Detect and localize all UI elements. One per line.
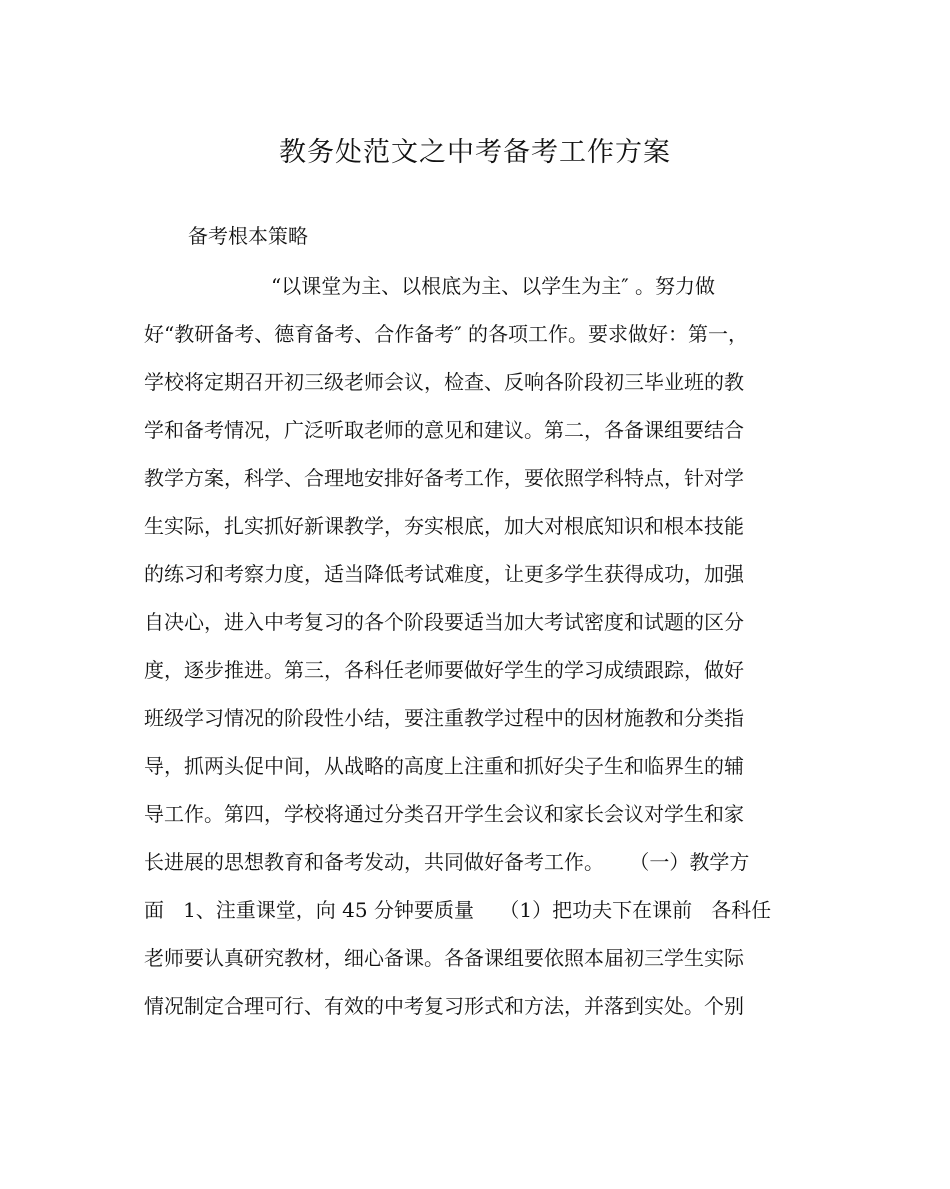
body-line: 面 1、注重课堂，向 45 分钟要质量 （1）把功夫下在课前 各科任 (144, 898, 772, 922)
body-line: 学校将定期召开初三级老师会议，检查、反响各阶段初三毕业班的教 (144, 370, 744, 394)
body-line: 学和备考情况，广泛听取老师的意见和建议。第二，各备课组要结合 (144, 418, 744, 442)
body-line: 情况制定合理可行、有效的中考复习形式和方法，并落到实处。个别 (144, 994, 744, 1018)
body-line: 教学方案，科学、合理地安排好备考工作，要依照学科特点，针对学 (144, 466, 744, 490)
body-line: 导，抓两头促中间，从战略的高度上注重和抓好尖子生和临界生的辅 (144, 754, 744, 778)
body-line: 自决心，进入中考复习的各个阶段要适当加大考试密度和试题的区分 (144, 610, 744, 634)
body-line: “以课堂为主、以根底为主、以学生为主″ 。努力做 (271, 274, 716, 298)
body-line: 长进展的思想教育和备考发动，共同做好备考工作。 （一）教学方 (144, 850, 750, 874)
body-line: 老师要认真研究教材，细心备课。各备课组要依照本届初三学生实际 (144, 946, 744, 970)
body-line: 班级学习情况的阶段性小结，要注重教学过程中的因材施教和分类指 (144, 706, 744, 730)
body-line: 好“教研备考、德育备考、合作备考″ 的各项工作。要求做好：第一， (144, 322, 749, 346)
body-line: 的练习和考察力度，适当降低考试难度，让更多学生获得成功，加强 (144, 562, 744, 586)
document-title: 教务处范文之中考备考工作方案 (279, 137, 671, 168)
body-line: 度，逐步推进。第三，各科任老师要做好学生的学习成绩跟踪，做好 (144, 658, 744, 682)
body-line: 导工作。第四，学校将通过分类召开学生会议和家长会议对学生和家 (144, 802, 744, 826)
body-line: 生实际，扎实抓好新课教学，夯实根底，加大对根底知识和根本技能 (144, 514, 744, 538)
section-heading: 备考根本策略 (188, 224, 308, 248)
